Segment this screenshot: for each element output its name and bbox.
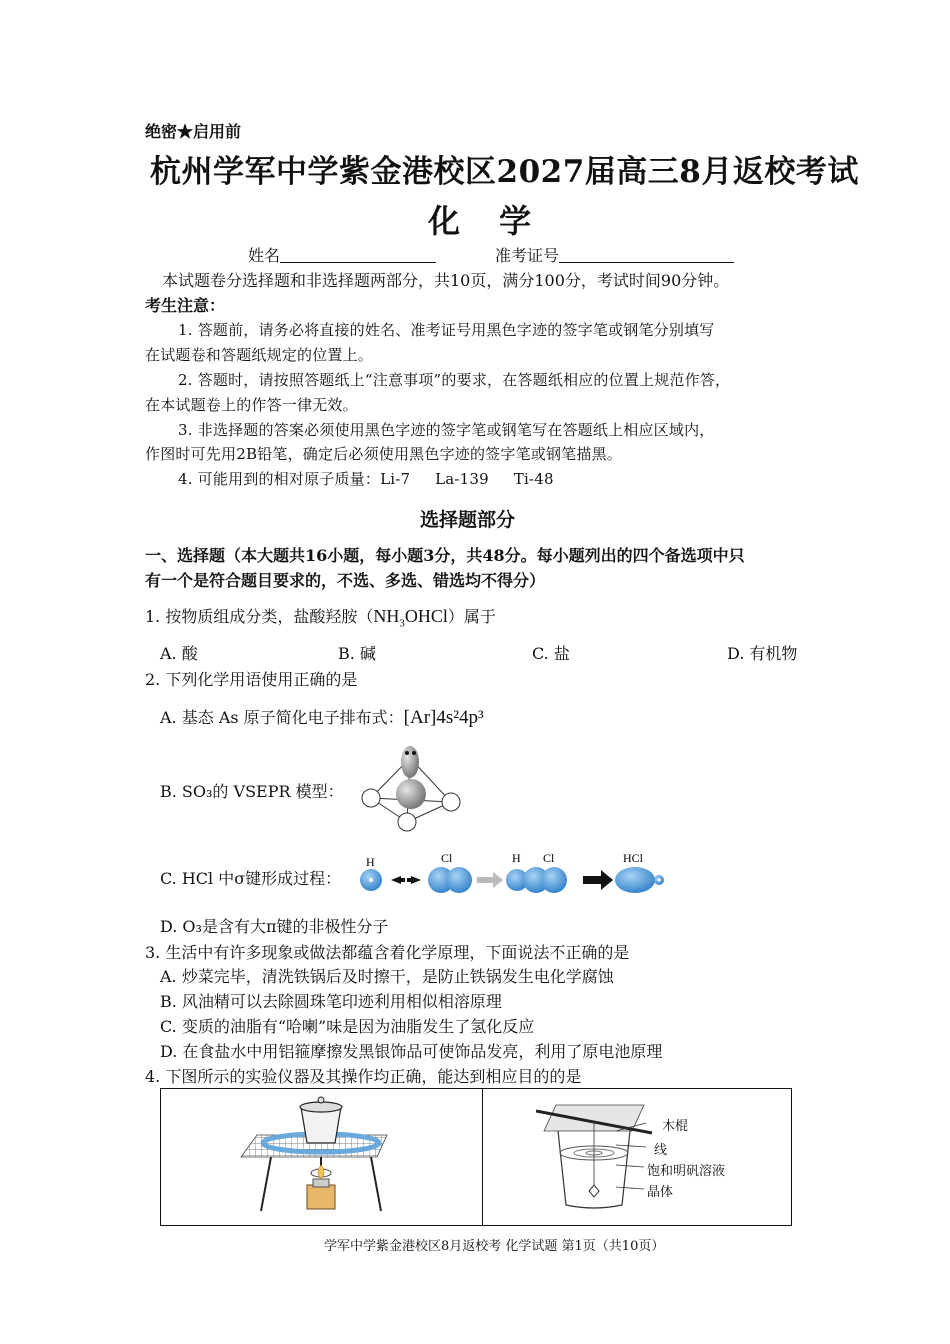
q1-option-d: D. 有机物 <box>727 644 798 663</box>
so3-vsepr-model <box>355 738 465 834</box>
name-label: 姓名 <box>248 246 281 265</box>
label-alum-solution: 饱和明矾溶液 <box>647 1164 726 1179</box>
section-heading-line1: 一、选择题（本大题共16小题，每小题3分，共48分。每小题列出的四个备选项中只 <box>145 546 745 565</box>
id-label: 准考证号 <box>495 246 560 265</box>
note-4: 4. 可能用到的相对原子质量：Li-7 La-139 Ti-48 <box>178 470 554 488</box>
q2-stem: 2. 下列化学用语使用正确的是 <box>145 670 358 689</box>
q2-a-formula: [Ar]4s²4p³ <box>403 707 484 728</box>
label-h1: H <box>366 855 375 869</box>
q3-option-d: D. 在食盐水中用铝箍摩擦发黑银饰品可使饰品发亮，利用了原电池原理 <box>160 1042 663 1061</box>
name-blank[interactable] <box>280 246 436 263</box>
label-cl1: Cl <box>441 851 453 865</box>
q1-option-a: A. 酸 <box>160 644 198 663</box>
label-cl2: Cl <box>543 851 555 865</box>
q1-stem: 1. 按物质组成分类，盐酸羟胺$(NH_3OHCl)$属于 <box>145 606 496 630</box>
q1-option-b: B. 碱 <box>338 644 376 663</box>
q4-divider <box>482 1089 483 1225</box>
label-thread: 线 <box>654 1143 668 1158</box>
crucible-heating-apparatus <box>231 1095 431 1221</box>
note-3a: 3. 非选择题的答案必须使用黑色字迹的签字笔或钢笔写在答题纸上相应区域内， <box>178 421 715 439</box>
q1-formula: $NH_3OHCl$ <box>373 606 448 630</box>
subject-title: 化 学 <box>428 202 546 240</box>
exam-intro: 本试题卷分选择题和非选择题两部分，共10页，满分100分，考试时间90分钟。 <box>162 271 730 290</box>
hcl-sigma-bond-diagram <box>355 848 675 900</box>
label-crystal: 晶体 <box>647 1185 674 1200</box>
q3-option-b: B. 风油精可以去除圆珠笔印迹利用相似相溶原理 <box>160 992 502 1011</box>
note-3b: 作图时可先用2B铅笔，确定后必须使用黑色字迹的签字笔或钢笔描黑。 <box>145 445 622 463</box>
q1-option-c: C. 盐 <box>532 644 570 663</box>
id-blank[interactable] <box>559 246 734 263</box>
exam-title: 杭州学军中学紫金港校区2027届高三8月返校考试 <box>150 154 859 190</box>
q2-option-b: B. SO₃的 VSEPR 模型： <box>160 782 344 801</box>
q3-stem: 3. 生活中有许多现象或做法都蕴含着化学原理，下面说法不正确的是 <box>145 943 630 962</box>
notes-title: 考生注意： <box>145 296 226 315</box>
page-footer: 学军中学紫金港校区8月返校考 化学试题 第1页（共10页） <box>324 1239 665 1254</box>
section-title: 选择题部分 <box>420 509 516 531</box>
label-stick: 木棍 <box>662 1119 689 1134</box>
q2-option-a: A. 基态 As 原子简化电子排布式：[Ar]4s²4p³ <box>160 707 484 728</box>
label-h2: H <box>512 851 521 865</box>
label-hcl: HCl <box>623 851 644 865</box>
note-2a: 2. 答题时，请按照答题纸上“注意事项”的要求，在答题纸相应的位置上规范作答， <box>178 371 731 389</box>
label-leader-lines <box>616 1119 650 1193</box>
note-1b: 在试题卷和答题纸规定的位置上。 <box>145 346 374 364</box>
q4-figure-table <box>160 1088 792 1226</box>
q2-option-d: D. O₃是含有大π键的非极性分子 <box>160 917 389 936</box>
note-1a: 1. 答题前，请务必将直接的姓名、准考证号用黑色字迹的签字笔或钢笔分别填写 <box>178 321 715 339</box>
name-field[interactable] <box>248 243 436 266</box>
q3-option-a: A. 炒菜完毕，清洗铁锅后及时擦干，是防止铁锅发生电化学腐蚀 <box>160 967 614 986</box>
section-heading-line2: 有一个是符合题目要求的，不选、多选、错选均不得分） <box>145 571 546 590</box>
id-field[interactable] <box>495 243 734 266</box>
q2-option-c: C. HCl 中σ键形成过程： <box>160 869 342 888</box>
note-2b: 在本试题卷上的作答一律无效。 <box>145 396 358 414</box>
q4-stem: 4. 下图所示的实验仪器及其操作均正确，能达到相应目的的是 <box>145 1067 582 1086</box>
q3-option-c: C. 变质的油脂有“哈喇”味是因为油脂发生了氢化反应 <box>160 1017 535 1036</box>
secret-label: 绝密★启用前 <box>145 122 242 141</box>
